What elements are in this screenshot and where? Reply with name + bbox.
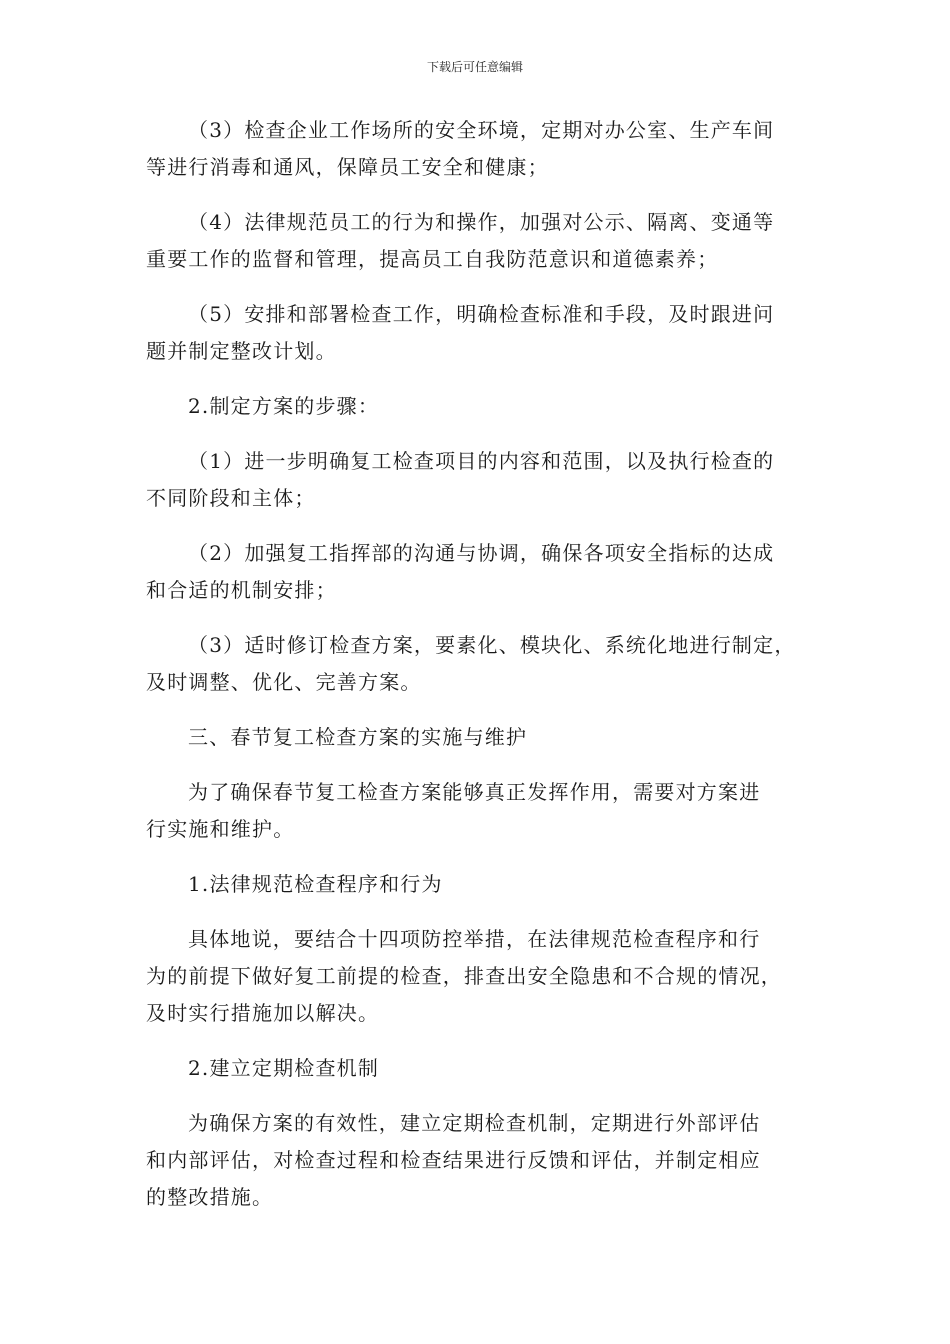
paragraph-line: 等进行消毒和通风，保障员工安全和健康； (146, 155, 549, 179)
paragraph-line: 三、春节复工检查方案的实施与维护 (188, 725, 528, 749)
page-header-note: 下载后可任意编辑 (426, 60, 523, 74)
paragraph-line: （5）安排和部署检查工作，明确检查标准和手段，及时跟进问 (188, 302, 775, 326)
paragraph-line: 题并制定整改计划。 (146, 339, 337, 363)
step-item-3 (146, 627, 818, 701)
paragraph-intro (146, 774, 818, 848)
paragraph-item-5 (146, 296, 818, 370)
paragraph-line: 2.建立定期检查机制 (188, 1056, 380, 1080)
paragraph-line: 行实施和维护。 (146, 817, 295, 841)
paragraph-line: 及时调整、优化、完善方案。 (146, 670, 422, 694)
paragraph-line: 为了确保春节复工检查方案能够真正发挥作用，需要对方案进 (188, 780, 761, 804)
paragraph-regular-inspection (146, 1105, 818, 1216)
paragraph-line: 及时实行措施加以解决。 (146, 1001, 380, 1025)
paragraph-line: 为确保方案的有效性，建立定期检查机制，定期进行外部评估 (188, 1111, 761, 1135)
paragraph-line: 具体地说，要结合十四项防控举措，在法律规范检查程序和行 (188, 927, 761, 951)
document-body (146, 112, 818, 1234)
paragraph-item-4 (146, 204, 818, 278)
paragraph-line: （3）检查企业工作场所的安全环境，定期对办公室、生产车间 (188, 118, 775, 142)
paragraph-line: （4）法律规范员工的行为和操作，加强对公示、隔离、变通等 (188, 210, 775, 234)
subheading-legal-procedure (146, 866, 818, 903)
paragraph-line: （3）适时修订检查方案，要素化、模块化、系统化地进行制定， (188, 633, 796, 657)
step-item-2 (146, 535, 818, 609)
paragraph-line: 为的前提下做好复工前提的检查，排查出安全隐患和不合规的情况， (146, 964, 782, 988)
paragraph-line: 2.制定方案的步骤： (188, 394, 380, 418)
step-item-1 (146, 443, 818, 517)
paragraph-item-3 (146, 112, 818, 186)
section-heading-steps (146, 388, 818, 425)
paragraph-line: 不同阶段和主体； (146, 486, 316, 510)
section-heading-three (146, 719, 818, 756)
subheading-regular-inspection (146, 1050, 818, 1087)
paragraph-line: 1.法律规范检查程序和行为 (188, 872, 443, 896)
paragraph-line: （1）进一步明确复工检查项目的内容和范围，以及执行检查的 (188, 449, 775, 473)
paragraph-line: 重要工作的监督和管理，提高员工自我防范意识和道德素养； (146, 247, 719, 271)
paragraph-line: 和合适的机制安排； (146, 578, 337, 602)
paragraph-line: 和内部评估，对检查过程和检查结果进行反馈和评估，并制定相应 (146, 1148, 761, 1172)
paragraph-line: （2）加强复工指挥部的沟通与协调，确保各项安全指标的达成 (188, 541, 775, 565)
paragraph-line: 的整改措施。 (146, 1185, 274, 1209)
paragraph-legal-procedure (146, 921, 818, 1032)
